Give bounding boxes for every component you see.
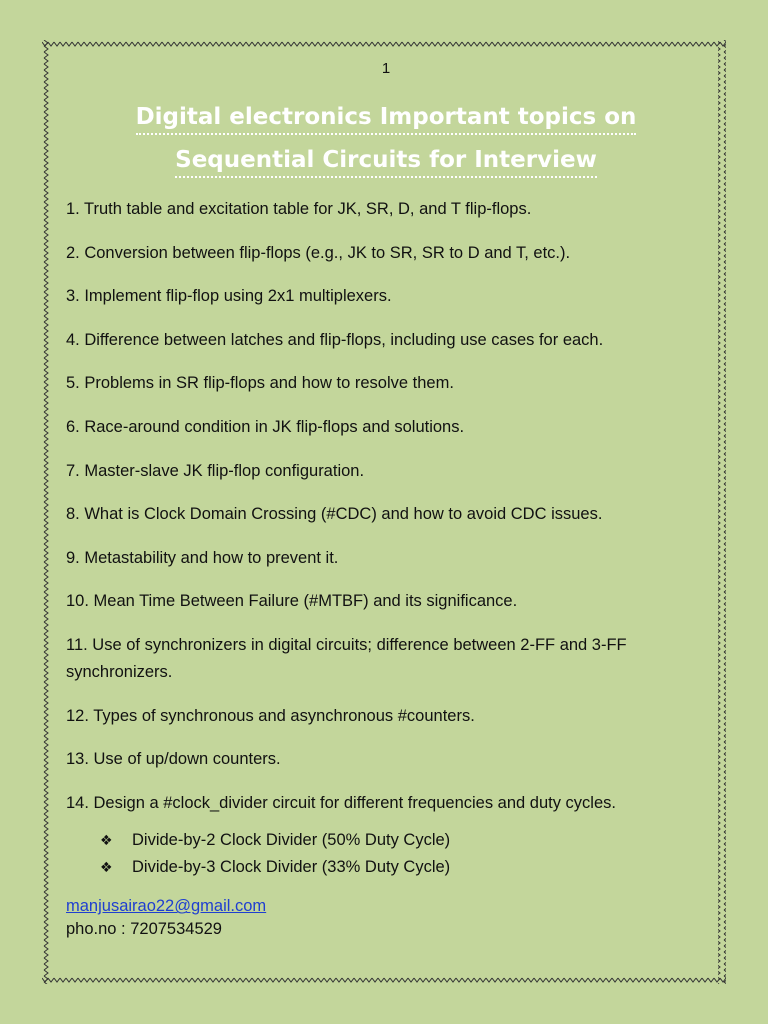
sub-list-item bbox=[100, 827, 706, 854]
sub-item-text: Divide-by-3 Clock Divider (33% Duty Cycle) bbox=[132, 858, 451, 877]
topic-item: 12. Types of synchronous and asynchronous #counters. bbox=[66, 706, 475, 725]
topic-item: 8. What is Clock Domain Crossing (#CDC) and how to avoid CDC issues. bbox=[66, 505, 603, 524]
topic-item: 9. Metastability and how to prevent it. bbox=[66, 548, 339, 567]
title-line-1: Digital electronics Important topics on bbox=[136, 102, 637, 135]
phone-number: pho.no : 7207534529 bbox=[66, 920, 222, 939]
document-content bbox=[66, 60, 706, 941]
email-link[interactable]: manjusairao22@gmail.com bbox=[66, 897, 267, 916]
sub-list-item bbox=[100, 854, 706, 881]
topic-item: 3. Implement flip-flop using 2x1 multiplexers. bbox=[66, 287, 392, 306]
topic-item: 2. Conversion between flip-flops (e.g., JK to SR, SR to D and T, etc.). bbox=[66, 243, 571, 262]
diamond-bullet-icon: ❖ bbox=[100, 832, 113, 849]
clock-divider-sub-list bbox=[100, 827, 706, 881]
topic-item: 4. Difference between latches and flip-flops, including use cases for each. bbox=[66, 330, 604, 349]
sub-item-text: Divide-by-2 Clock Divider (50% Duty Cycle) bbox=[132, 831, 451, 850]
topic-item: 6. Race-around condition in JK flip-flops and solutions. bbox=[66, 417, 465, 436]
topic-item: 10. Mean Time Between Failure (#MTBF) and its significance. bbox=[66, 592, 518, 611]
contact-info bbox=[66, 895, 706, 941]
page-title bbox=[66, 96, 706, 182]
topic-list bbox=[66, 196, 706, 817]
topic-item: 1. Truth table and excitation table for JK, SR, D, and T flip-flops. bbox=[66, 200, 532, 218]
topic-item: 14. Design a #clock_divider circuit for different frequencies and duty cycles. bbox=[66, 793, 616, 812]
topic-item: 7. Master-slave JK flip-flop configuration. bbox=[66, 461, 365, 480]
title-line-2: Sequential Circuits for Interview bbox=[175, 145, 597, 178]
topic-item: 13. Use of up/down counters. bbox=[66, 750, 281, 769]
page-number: 1 bbox=[381, 60, 391, 77]
topic-item: 5. Problems in SR flip-flops and how to resolve them. bbox=[66, 374, 454, 393]
topic-item: 11. Use of synchronizers in digital circuits; difference between 2-FF and 3-FF synchronizers. bbox=[66, 635, 627, 681]
diamond-bullet-icon: ❖ bbox=[100, 859, 113, 876]
